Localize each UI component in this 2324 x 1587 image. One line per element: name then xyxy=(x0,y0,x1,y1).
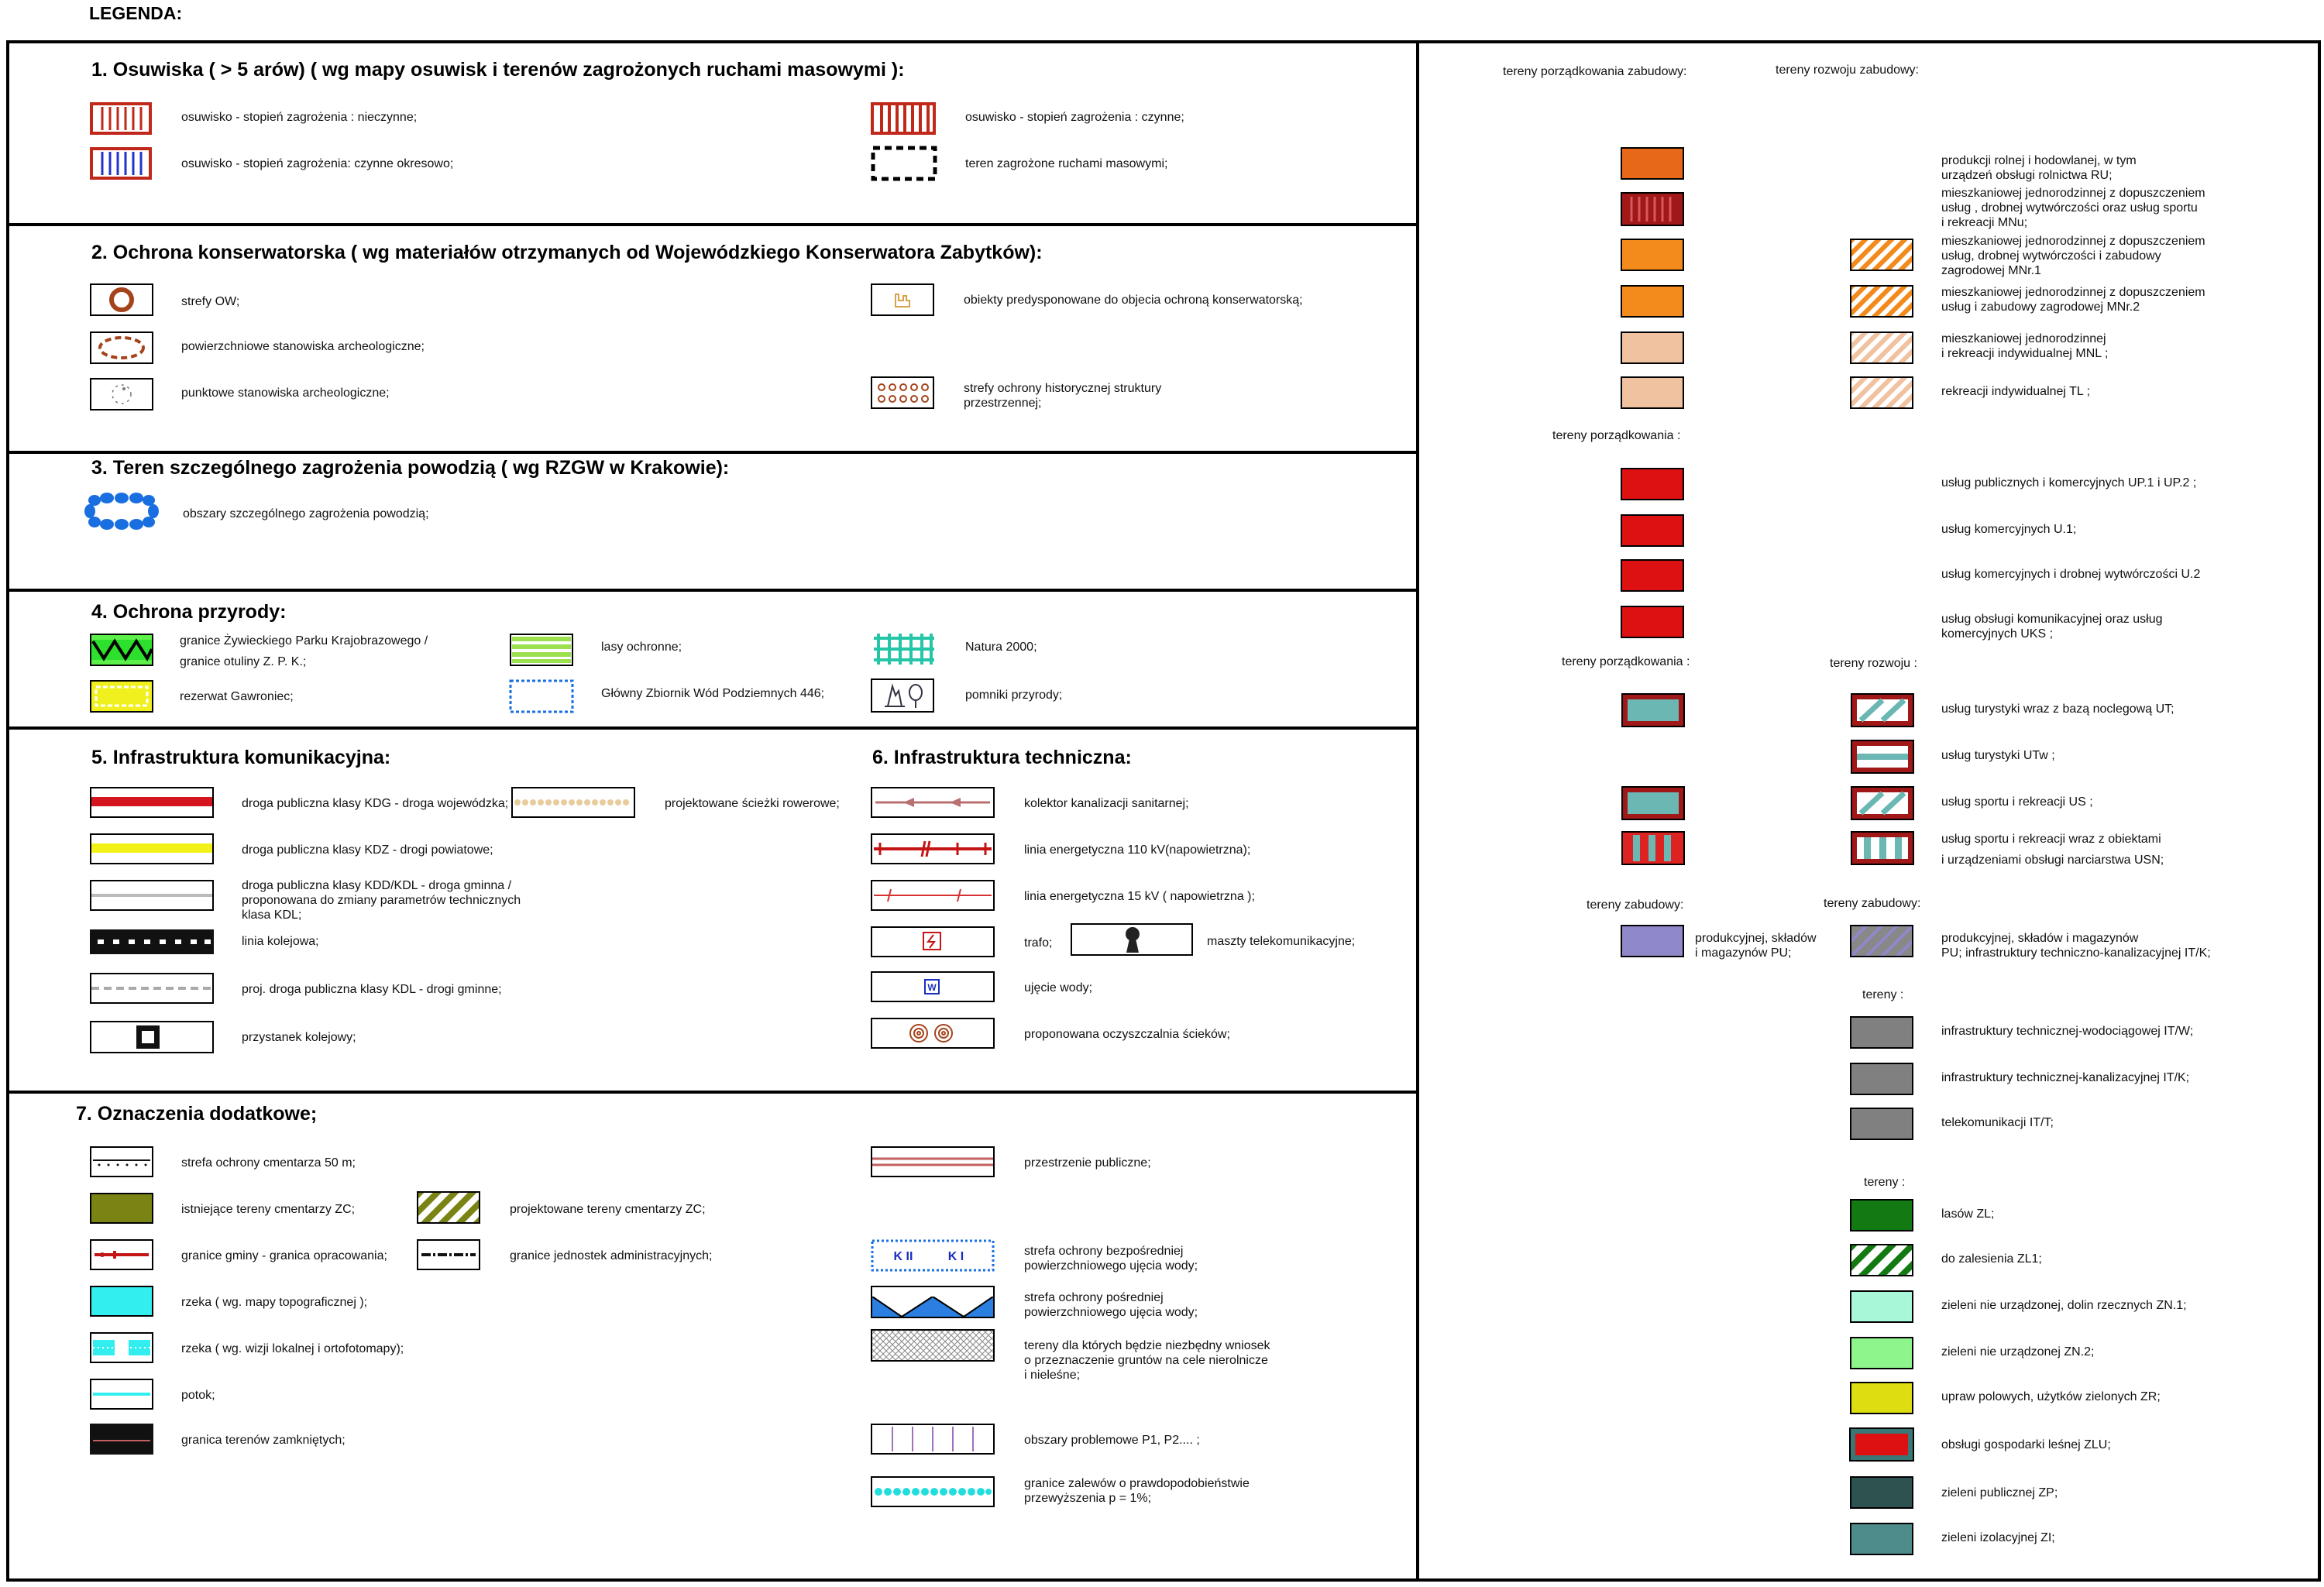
header-porzadkowania-zabudowy: tereny porządkowania zabudowy: xyxy=(1503,65,1687,78)
ow-zone-label: strefy OW; xyxy=(181,295,240,308)
section-5-title: 5. Infrastruktura komunikacyjna: xyxy=(91,747,391,768)
historic-structure-label: strefy ochrony historycznej struktury przestrzennej; xyxy=(964,382,1162,410)
swatch-us-dev xyxy=(1850,785,1915,821)
archaeo-point-symbol xyxy=(90,378,153,410)
swatch-itw xyxy=(1850,1016,1913,1049)
header-zabudowy-2: tereny zabudowy: xyxy=(1824,897,1921,910)
railway-stop-symbol xyxy=(90,1021,214,1053)
reserve-symbol xyxy=(90,680,153,713)
cemetery-proposed-symbol xyxy=(417,1191,480,1224)
swatch-zl1 xyxy=(1850,1244,1913,1276)
section-1-title: 1. Osuwiska ( > 5 arów) ( wg mapy osuwisk i terenów zagrożonych ruchami masowymi ): xyxy=(91,59,905,81)
sewer-collector-symbol xyxy=(871,787,995,818)
swatch-u2 xyxy=(1621,559,1684,592)
flood-extent-symbol xyxy=(871,1476,995,1507)
power-110kv-label: linia energetyczna 110 kV(napowietrzna); xyxy=(1024,843,1251,857)
swatch-pu-itk xyxy=(1850,925,1913,957)
section-7-title: 7. Oznaczenia dodatkowe; xyxy=(76,1103,318,1125)
swatch-zp xyxy=(1850,1476,1913,1509)
swatch-zi xyxy=(1850,1523,1913,1555)
railway-label: linia kolejowa; xyxy=(242,935,319,948)
swatch-tl xyxy=(1621,376,1684,409)
label-u2: usług komercyjnych i drobnej wytwórczości U.2 xyxy=(1941,568,2201,581)
label-ru: produkcji rolnej i hodowlanej, w tym urządzeń obsługi rolnictwa RU; xyxy=(1941,154,2137,182)
cemetery-existing-symbol xyxy=(90,1193,153,1224)
label-us: usług sportu i rekreacji US ; xyxy=(1941,795,2093,809)
section-6-title: 6. Infrastruktura techniczna: xyxy=(872,747,1132,768)
railway-symbol xyxy=(90,926,214,957)
header-porzadkowania-2: tereny porządkowania : xyxy=(1562,655,1690,668)
transformer-symbol xyxy=(871,926,995,957)
swatch-ut xyxy=(1621,692,1686,728)
label-itw: infrastruktury technicznej-wodociągowej IT/W; xyxy=(1941,1025,2194,1038)
closed-area-border-symbol xyxy=(90,1424,153,1455)
river-vision-symbol xyxy=(90,1332,153,1363)
label-mnr2: mieszkaniowej jednorodzinnej z dopuszczeniem usług i zabudowy zagrodowej MNr.2 xyxy=(1941,286,2205,314)
label-pu-itk: produkcyjnej, składów i magazynów PU; infrastruktury techniczno-kanalizacyjnej IT/K; xyxy=(1941,932,2211,960)
problem-areas-symbol xyxy=(871,1424,995,1455)
stream-label: potok; xyxy=(181,1389,215,1402)
road-kdg-label: droga publiczna klasy KDG - droga wojewódzka; xyxy=(242,797,509,810)
swatch-zlu xyxy=(1848,1427,1915,1462)
swatch-mnr1 xyxy=(1621,239,1684,271)
groundwater-reservoir-label: Główny Zbiornik Wód Podziemnych 446; xyxy=(601,687,825,700)
municipality-border-label: granice gminy - granica opracowania; xyxy=(181,1249,387,1262)
swatch-usn-dev xyxy=(1850,830,1915,866)
transformer-label: trafo; xyxy=(1024,936,1053,950)
cemetery-zone-symbol xyxy=(90,1146,153,1177)
label-usn: usług sportu i rekreacji wraz z obiektami i urządzeniami obsługi narciarstwa USN; xyxy=(1941,833,2164,867)
section-4-title: 4. Ochrona przyrody: xyxy=(91,601,287,623)
power-110kv-symbol xyxy=(871,833,995,864)
label-mnl: mieszkaniowej jednorodzinnej i rekreacji indywidualnej MNL ; xyxy=(1941,332,2109,360)
label-zn1: zieleni nie urządzonej, dolin rzecznych ZN.1; xyxy=(1941,1299,2187,1312)
nature-monument-symbol xyxy=(871,678,934,713)
label-mnu: mieszkaniowej jednorodzinnej z dopuszczeniem usług , drobnej wytwórczości oraz usług sportu i rekreacji MNu; xyxy=(1941,187,2205,229)
landslide-inactive-label: osuwisko - stopień zagrożenia : nieczynne; xyxy=(181,111,418,124)
archaeo-area-label: powierzchniowe stanowiska archeologiczne; xyxy=(181,340,425,353)
label-zr: upraw polowych, użytków zielonych ZR; xyxy=(1941,1390,2161,1403)
admin-units-border-label: granice jednostek administracyjnych; xyxy=(510,1249,713,1262)
header-porzadkowania: tereny porządkowania : xyxy=(1552,429,1681,442)
road-kdd-label: droga publiczna klasy KDD/KDL - droga gminna / proponowana do zmiany parametrów technicznych klasa KDL; xyxy=(242,879,521,922)
direct-protection-code-b: K I xyxy=(947,1250,964,1263)
telecom-mast-label: maszty telekomunikacyjne; xyxy=(1207,935,1356,948)
label-tl: rekreacji indywidualnej TL ; xyxy=(1941,385,2091,398)
groundwater-reservoir-symbol xyxy=(508,678,575,714)
swatch-up xyxy=(1621,468,1684,500)
historic-structure-symbol xyxy=(871,376,934,409)
header-zabudowy-1: tereny zabudowy: xyxy=(1587,898,1684,912)
protection-object-label: obiekty predysponowane do objecia ochroną konserwatorską; xyxy=(964,294,1303,307)
proposed-road-kdl-label: proj. droga publiczna klasy KDL - drogi gminne; xyxy=(242,983,502,996)
indirect-protection-symbol xyxy=(871,1286,995,1318)
swatch-u1 xyxy=(1621,514,1684,547)
public-space-label: przestrzenie publiczne; xyxy=(1024,1156,1151,1170)
protective-forest-symbol xyxy=(510,634,573,666)
label-itk: infrastruktury technicznej-kanalizacyjnej IT/K; xyxy=(1941,1071,2190,1084)
divider-4 xyxy=(6,727,1419,730)
swatch-itt xyxy=(1850,1108,1913,1140)
swatch-mnr2 xyxy=(1621,285,1684,318)
landscape-park-label: granice Żywieckiego Parku Krajobrazowego / granice otuliny Z. P. K.; xyxy=(180,634,428,668)
road-kdz-label: droga publiczna klasy KDZ - drogi powiatowe; xyxy=(242,843,493,857)
section-2-title: 2. Ochrona konserwatorska ( wg materiałów otrzymanych od Wojewódzkiego Konserwatora Zabytków): xyxy=(91,242,1043,263)
nonagri-application-symbol xyxy=(871,1329,995,1362)
landscape-park-symbol xyxy=(90,634,153,666)
swatch-mnr2-dev xyxy=(1850,285,1913,318)
bike-path-label: projektowane ścieżki rowerowe; xyxy=(665,797,840,810)
swatch-us xyxy=(1621,785,1686,821)
power-15kv-symbol xyxy=(871,880,995,911)
public-space-symbol xyxy=(871,1146,995,1177)
protective-forest-label: lasy ochronne; xyxy=(601,641,682,654)
landslide-active-symbol xyxy=(871,102,936,135)
road-kdd-symbol xyxy=(90,880,214,911)
direct-protection-symbol xyxy=(871,1239,995,1272)
cemetery-proposed-label: projektowane tereny cmentarzy ZC; xyxy=(510,1203,706,1216)
swatch-zr xyxy=(1850,1382,1913,1414)
flood-zone-label: obszary szczególnego zagrożenia powodzią; xyxy=(183,507,429,520)
flood-extent-label: granice zalewów o prawdopodobieństwie przewyższenia p = 1%; xyxy=(1024,1477,1250,1505)
label-uks: usług obsługi komunikacyjnej oraz usług komercyjnych UKS ; xyxy=(1941,613,2163,641)
ow-zone-symbol xyxy=(90,283,153,316)
label-zp: zieleni publicznej ZP; xyxy=(1941,1486,2058,1499)
swatch-usn xyxy=(1621,830,1686,866)
swatch-mnl xyxy=(1621,331,1684,364)
label-u1: usług komercyjnych U.1; xyxy=(1941,523,2077,536)
sewer-collector-label: kolektor kanalizacji sanitarnej; xyxy=(1024,797,1189,810)
flood-zone-symbol xyxy=(84,491,160,531)
closed-area-border-label: granica terenów zamkniętych; xyxy=(181,1434,346,1447)
label-pu: produkcyjnej, składów i magazynów PU; xyxy=(1695,932,1817,960)
railway-stop-label: przystanek kolejowy; xyxy=(242,1031,356,1044)
mass-movement-label: teren zagrożone ruchami masowymi; xyxy=(965,157,1168,170)
cemetery-zone-label: strefa ochrony cmentarza 50 m; xyxy=(181,1156,356,1170)
bike-path-symbol xyxy=(511,787,635,818)
swatch-zn2 xyxy=(1850,1337,1913,1369)
swatch-mnu xyxy=(1621,192,1684,226)
landslide-periodic-label: osuwisko - stopień zagrożenia: czynne okresowo; xyxy=(181,157,454,170)
swatch-ut-dev xyxy=(1850,692,1915,728)
landslide-inactive-symbol xyxy=(90,102,152,135)
label-utw: usług turystyki UTw ; xyxy=(1941,749,2055,762)
treatment-plant-symbol xyxy=(871,1018,995,1049)
divider-1 xyxy=(6,223,1419,226)
swatch-itk xyxy=(1850,1063,1913,1095)
water-intake-symbol xyxy=(871,971,995,1002)
divider-5 xyxy=(6,1091,1419,1094)
swatch-uks xyxy=(1621,606,1684,638)
water-intake-label: ujęcie wody; xyxy=(1024,981,1093,994)
label-up: usług publicznych i komercyjnych UP.1 i UP.2 ; xyxy=(1941,476,2197,489)
svg-text:W: W xyxy=(927,982,937,993)
municipality-border-symbol xyxy=(90,1239,153,1270)
label-zl1: do zalesienia ZL1; xyxy=(1941,1252,2042,1266)
protection-object-symbol xyxy=(871,283,934,316)
landslide-active-label: osuwisko - stopień zagrożenia : czynne; xyxy=(965,111,1184,124)
natura2000-label: Natura 2000; xyxy=(965,641,1037,654)
road-kdz-symbol xyxy=(90,833,214,864)
divider-3 xyxy=(6,589,1419,592)
label-zn2: zieleni nie urządzonej ZN.2; xyxy=(1941,1345,2095,1359)
indirect-protection-label: strefa ochrony pośredniej powierzchniowego ujęcia wody; xyxy=(1024,1291,1198,1319)
divider-2 xyxy=(6,451,1419,454)
treatment-plant-label: proponowana oczyszczalnia ścieków; xyxy=(1024,1028,1230,1041)
label-ut: usług turystyki wraz z bazą noclegową UT; xyxy=(1941,702,2174,716)
telecom-mast-symbol xyxy=(1071,923,1193,956)
label-zi: zieleni izolacyjnej ZI; xyxy=(1941,1531,2055,1544)
header-tereny-1: tereny : xyxy=(1862,988,1904,1001)
header-tereny-2: tereny : xyxy=(1864,1176,1906,1189)
label-mnr1: mieszkaniowej jednorodzinnej z dopuszczeniem usług, drobnej wytwórczości i zabudowy zagrodowej MNr.1 xyxy=(1941,235,2205,277)
swatch-pu xyxy=(1621,925,1684,957)
proposed-road-kdl-symbol xyxy=(90,973,214,1004)
label-itt: telekomunikacji IT/T; xyxy=(1941,1116,2054,1129)
archaeo-point-label: punktowe stanowiska archeologiczne; xyxy=(181,386,390,400)
river-vision-label: rzeka ( wg. wizji lokalnej i ortofotomapy); xyxy=(181,1342,404,1355)
direct-protection-code-a: K II xyxy=(893,1250,913,1263)
swatch-utw xyxy=(1850,739,1915,775)
power-15kv-label: linia energetyczna 15 kV ( napowietrzna ); xyxy=(1024,890,1255,903)
swatch-zl xyxy=(1850,1199,1913,1231)
archaeo-area-symbol xyxy=(90,331,153,364)
label-zl: lasów ZL; xyxy=(1941,1207,1995,1221)
cemetery-existing-label: istniejące tereny cmentarzy ZC; xyxy=(181,1203,356,1216)
swatch-tl-dev xyxy=(1850,376,1913,409)
swatch-zn1 xyxy=(1850,1290,1913,1323)
admin-units-border-symbol xyxy=(417,1239,480,1270)
landslide-periodic-symbol xyxy=(90,147,152,180)
header-rozwoju: tereny rozwoju : xyxy=(1830,657,1917,670)
swatch-mnl-dev xyxy=(1850,331,1913,364)
header-rozwoju-zabudowy: tereny rozwoju zabudowy: xyxy=(1776,64,1919,77)
direct-protection-label: strefa ochrony bezpośredniej powierzchniowego ujęcia wody; xyxy=(1024,1245,1198,1273)
section-3-title: 3. Teren szczególnego zagrożenia powodzią ( wg RZGW w Krakowie): xyxy=(91,457,730,479)
swatch-mnr1-dev xyxy=(1850,239,1913,271)
nonagri-application-label: tereny dla których będzie niezbędny wniosek o przeznaczenie gruntów na cele nierolnicze i nieleśne; xyxy=(1024,1339,1270,1382)
legend-title: LEGENDA: xyxy=(89,3,183,23)
nature-monument-label: pomniki przyrody; xyxy=(965,689,1063,702)
road-kdg-symbol xyxy=(90,787,214,818)
reserve-label: rezerwat Gawroniec; xyxy=(180,690,294,703)
natura2000-symbol xyxy=(871,630,937,668)
stream-symbol xyxy=(90,1379,153,1410)
river-topo-label: rzeka ( wg. mapy topograficznej ); xyxy=(181,1296,368,1309)
swatch-ru xyxy=(1621,147,1684,180)
river-topo-symbol xyxy=(90,1286,153,1317)
problem-areas-label: obszary problemowe P1, P2.... ; xyxy=(1024,1434,1200,1447)
label-zlu: obsługi gospodarki leśnej ZLU; xyxy=(1941,1438,2111,1451)
mass-movement-symbol xyxy=(871,146,937,181)
